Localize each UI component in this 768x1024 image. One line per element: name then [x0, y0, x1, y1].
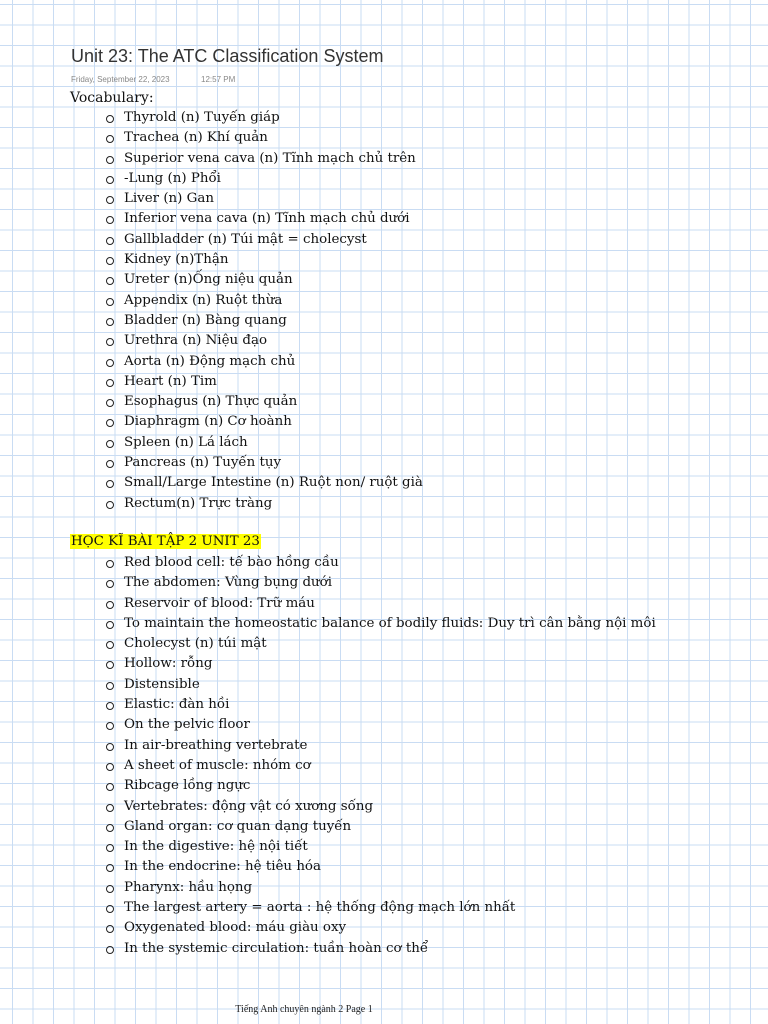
- list-item: Gallbladder (n) Túi mật = cholecyst: [0, 230, 423, 250]
- list-item: Bladder (n) Bàng quang: [0, 311, 423, 331]
- homework-list: [0, 553, 656, 959]
- list-item: Appendix (n) Ruột thừa: [0, 291, 423, 311]
- list-item: Superior vena cava (n) Tĩnh mạch chủ trên: [0, 149, 423, 169]
- list-item: In the endocrine: hệ tiêu hóa: [0, 857, 656, 877]
- list-item: -Lung (n) Phổi: [0, 169, 423, 189]
- homework-heading: HỌC KĨ BÀI TẬP 2 UNIT 23: [71, 534, 260, 549]
- page-title: Unit 23: The ATC Classification System: [71, 46, 384, 66]
- list-item: Rectum(n) Trực tràng: [0, 494, 423, 514]
- list-item: On the pelvic floor: [0, 715, 656, 735]
- page-time: 12:57 PM: [201, 75, 236, 84]
- list-item: Urethra (n) Niệu đạo: [0, 331, 423, 351]
- list-item: In air-breathing vertebrate: [0, 736, 656, 756]
- list-item: To maintain the homeostatic balance of bodily fluids: Duy trì cân bằng nội môi: [0, 614, 656, 634]
- list-item: Diaphragm (n) Cơ hoành: [0, 412, 423, 432]
- list-item: Reservoir of blood: Trữ máu: [0, 594, 656, 614]
- list-item: Aorta (n) Động mạch chủ: [0, 352, 423, 372]
- list-item: Gland organ: cơ quan dạng tuyến: [0, 817, 656, 837]
- list-item: In the systemic circulation: tuần hoàn cơ thể: [0, 939, 656, 959]
- page-date: Friday, September 22, 2023: [71, 75, 170, 84]
- list-item: Distensible: [0, 675, 656, 695]
- list-item: Hollow: rỗng: [0, 654, 656, 674]
- list-item: Oxygenated blood: máu giàu oxy: [0, 918, 656, 938]
- list-item: Red blood cell: tế bào hồng cầu: [0, 553, 656, 573]
- list-item: In the digestive: hệ nội tiết: [0, 837, 656, 857]
- list-item: Esophagus (n) Thực quản: [0, 392, 423, 412]
- list-item: Pancreas (n) Tuyến tụy: [0, 453, 423, 473]
- list-item: Ureter (n)Ống niệu quản: [0, 270, 423, 290]
- list-item: The abdomen: Vùng bụng dưới: [0, 573, 656, 593]
- vocabulary-list: [0, 108, 423, 514]
- list-item: The largest artery = aorta : hệ thống động mạch lớn nhất: [0, 898, 656, 918]
- list-item: Spleen (n) Lá lách: [0, 433, 423, 453]
- list-item: Ribcage lồng ngực: [0, 776, 656, 796]
- page-footer: Tiếng Anh chuyên ngành 2 Page 1: [235, 1004, 373, 1015]
- list-item: Pharynx: hầu họng: [0, 878, 656, 898]
- list-item: Thyrold (n) Tuyến giáp: [0, 108, 423, 128]
- list-item: Heart (n) Tim: [0, 372, 423, 392]
- list-item: Small/Large Intestine (n) Ruột non/ ruột già: [0, 473, 423, 493]
- list-item: Vertebrates: động vật có xương sống: [0, 797, 656, 817]
- list-item: Trachea (n) Khí quản: [0, 128, 423, 148]
- list-item: Inferior vena cava (n) Tĩnh mạch chủ dưới: [0, 209, 423, 229]
- list-item: Elastic: đàn hồi: [0, 695, 656, 715]
- vocabulary-heading: Vocabulary:: [70, 90, 154, 106]
- list-item: Cholecyst (n) túi mật: [0, 634, 656, 654]
- list-item: Kidney (n)Thận: [0, 250, 423, 270]
- list-item: A sheet of muscle: nhóm cơ: [0, 756, 656, 776]
- list-item: Liver (n) Gan: [0, 189, 423, 209]
